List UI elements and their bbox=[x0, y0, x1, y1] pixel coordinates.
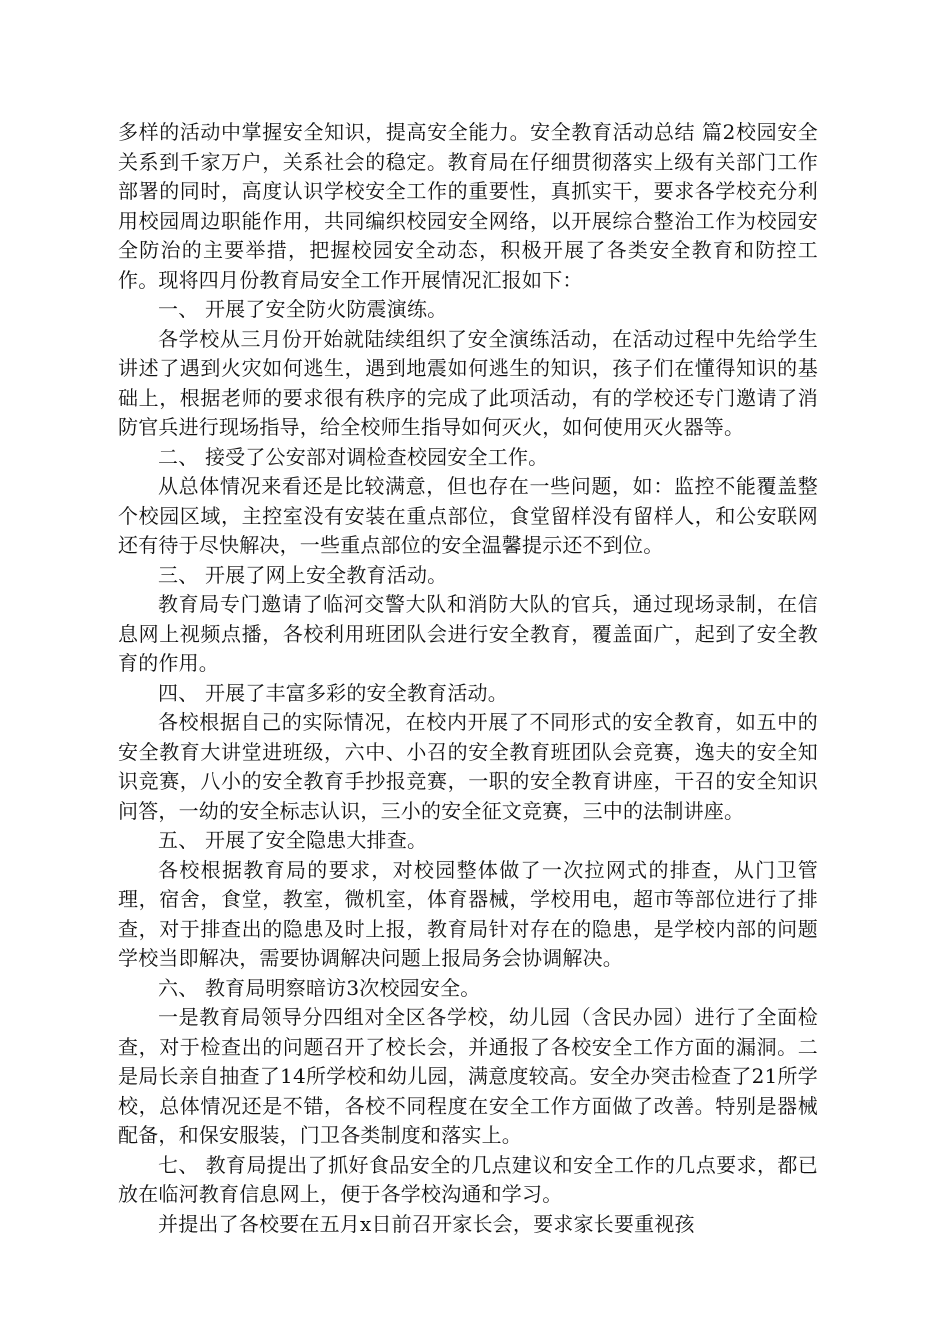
section-heading-5: 五、 开展了安全隐患大排查。 bbox=[158, 828, 428, 852]
section-heading-3: 三、 开展了网上安全教育活动。 bbox=[158, 562, 448, 587]
section-paragraph-4: 各校根据自己的实际情况，在校内开展了不同形式的安全教育，如五中的安全教育大讲堂进班级，六中、小召的安全教育班团队会竞赛，逸夫的安全知识竞赛，八小的安全教育手抄报竞赛，一职的安全教育讲座，干召的安全知识问答，一幼的安全标志认识，三小的安全征文竞赛，三中的法制讲座。 bbox=[118, 710, 818, 823]
section-paragraph-3: 教育局专门邀请了临河交警大队和消防大队的官兵，通过现场录制，在信息网上视频点播，各校利用班团队会进行安全教育，覆盖面广，起到了安全教育的作用。 bbox=[118, 592, 818, 675]
section-heading-7: 七、 教育局提出了抓好食品安全的几点建议和安全工作的几点要求，都已放在临河教育信息网上，便于各学校沟通和学习。 bbox=[118, 1152, 818, 1206]
section-paragraph-6: 一是教育局领导分四组对全区各学校，幼儿园（含民办园）进行了全面检查，对于检查出的问题召开了校长会，并通报了各校安全工作方面的漏洞。二是局长亲自抽查了14所学校和幼儿园，满意度较高。安全办突击检查了21所学校，总体情况还是不错，各校不同程度在安全工作方面做了改善。特别是器械配备，和保安服装，门卫各类制度和落实上。 bbox=[118, 1005, 818, 1147]
closing-paragraph: 并提出了各校要在五月x日前召开家长会，要求家长要重视孩 bbox=[158, 1211, 695, 1236]
section-heading-2: 二、 接受了公安部对调检查校园安全工作。 bbox=[158, 444, 549, 469]
section-paragraph-1: 各学校从三月份开始就陆续组织了安全演练活动，在活动过程中先给学生讲述了遇到火灾如何逃生，遇到地震如何逃生的知识，孩子们在懂得知识的基础上，根据老师的要求很有秩序的完成了此项活动，有的学校还专门邀请了消防官兵进行现场指导，给全校师生指导如何灭火，如何使用灭火器等。 bbox=[118, 326, 818, 439]
section-paragraph-2: 从总体情况来看还是比较满意，但也存在一些问题，如：监控不能覆盖整个校园区域，主控室没有安装在重点部位，食堂留样没有留样人，和公安联网还有待于尽快解决，一些重点部位的安全温馨提示还不到位。 bbox=[118, 474, 818, 557]
section-heading-4: 四、 开展了丰富多彩的安全教育活动。 bbox=[158, 680, 508, 705]
section-paragraph-5: 各校根据教育局的要求，对校园整体做了一次拉网式的排查，从门卫管理，宿舍，食堂，教室，微机室，体育器械，学校用电，超市等部位进行了排查，对于排查出的隐患及时上报，教育局针对存在的隐患，是学校内部的问题学校当即解决，需要协调解决问题上报局务会协调解决。 bbox=[118, 857, 818, 970]
document-body bbox=[118, 118, 818, 1239]
intro-paragraph: 多样的活动中掌握安全知识，提高安全能力。安全教育活动总结 篇2校园安全关系到千家万户，关系社会的稳定。教育局在仔细贯彻落实上级有关部门工作部署的同时，高度认识学校安全工作的重要性，真抓实干，要求各学校充分利用校园周边职能作用，共同编织校园安全网络，以开展综合整治工作为校园安全防治的主要举措，把握校园安全动态，积极开展了各类安全教育和防控工作。现将四月份教育局安全工作开展情况汇报如下： bbox=[118, 120, 818, 292]
section-heading-1: 一、 开展了安全防火防震演练。 bbox=[158, 297, 448, 321]
section-heading-6: 六、 教育局明察暗访3次校园安全。 bbox=[158, 975, 481, 1000]
